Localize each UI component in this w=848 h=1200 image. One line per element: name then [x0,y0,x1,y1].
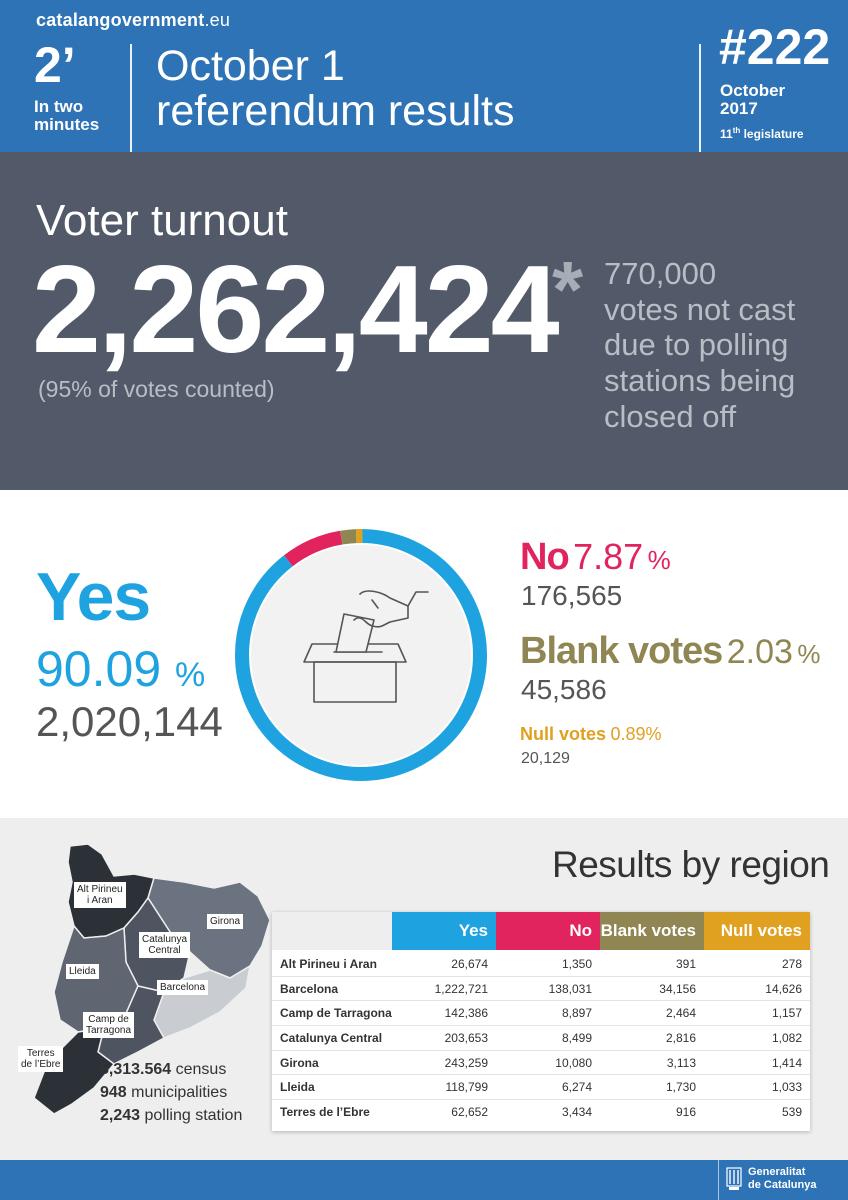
map-label-alt-pirineu: Alt Pirineu i Aran [74,882,126,908]
issue-date: October 2017 [720,81,786,118]
census-stats [100,1058,242,1128]
footer [0,1160,848,1200]
table-row: Alt Pirineu i Aran 26,674 1,350 391 278 [272,952,810,977]
map-label-girona: Girona [207,914,243,929]
table-row: Camp de Tarragona 142,386 8,897 2,464 1,157 [272,1001,810,1026]
table-row: Lleida 118,799 6,274 1,730 1,033 [272,1075,810,1100]
map-label-catalunya-central: Catalunya Central [139,932,190,958]
results-donut [232,526,490,784]
column-header-yes: Yes [392,912,496,950]
null-result: Null votes 0.89% [520,724,662,744]
generalitat-logo-icon [726,1166,742,1192]
regions-title: Results by region [552,844,830,885]
table-row: Girona 243,259 10,080 3,113 1,414 [272,1051,810,1076]
turnout-value: 2,262,424 [32,241,557,379]
header-divider [699,44,701,152]
site-name[interactable]: catalangovernment.eu [36,10,231,30]
turnout-note: (95% of votes counted) [38,376,275,402]
results-section [0,490,848,818]
table-header [272,912,810,950]
census-stat: 5,313.564 census [100,1061,227,1078]
table-header-spacer [272,912,392,950]
column-header-blank: Blank votes [600,912,704,950]
column-header-null: Null votes [704,912,810,950]
map-label-lleida: Lleida [66,964,99,979]
blank-count: 45,586 [521,674,607,705]
map-label-barcelona: Barcelona [157,980,208,995]
map-label-camp-tarragona: Camp de Tarragona [83,1012,134,1038]
regions-section [0,818,848,1160]
turnout-label: Voter turnout [36,196,288,245]
map-label-terres-ebre: Terres de l’Ebre [18,1046,63,1072]
issue-number: #222 [719,19,831,75]
footer-brand[interactable]: Generalitat de Catalunya [748,1166,817,1191]
footer-divider [718,1160,719,1200]
legislature: 11th legislature [720,126,804,141]
municipalities-stat: 948 municipalities [100,1084,228,1102]
results-table [272,912,810,1131]
yes-percentage: 90.09 % [36,641,206,697]
table-row: Barcelona 1,222,721 138,031 34,156 14,626 [272,977,810,1002]
no-count: 176,565 [521,580,623,611]
header-divider [130,44,132,152]
column-header-no: No [496,912,600,950]
blank-result: Blank votes 2.03 % [520,630,821,672]
null-count: 20,129 [521,750,570,767]
donut-center [251,545,471,765]
no-result: No 7.87 % [520,536,671,578]
table-body [272,950,810,1131]
page-title: October 1 referendum results [156,42,515,136]
yes-count: 2,020,144 [36,698,223,745]
turnout-side-note: 770,000 votes not cast due to polling stations being closed off [604,256,796,434]
asterisk-icon: * [552,245,584,334]
turnout-section [0,152,848,490]
header [0,0,848,152]
table-row: Terres de l’Ebre 62,652 3,434 916 539 [280,1105,802,1120]
polling-stat: 2,243 polling station [100,1107,243,1125]
yes-label: Yes [36,559,151,635]
duration-badge: 2’ [34,37,76,93]
duration-caption: In two minutes [34,97,100,134]
table-row: Catalunya Central 203,653 8,499 2,816 1,082 [272,1026,810,1051]
